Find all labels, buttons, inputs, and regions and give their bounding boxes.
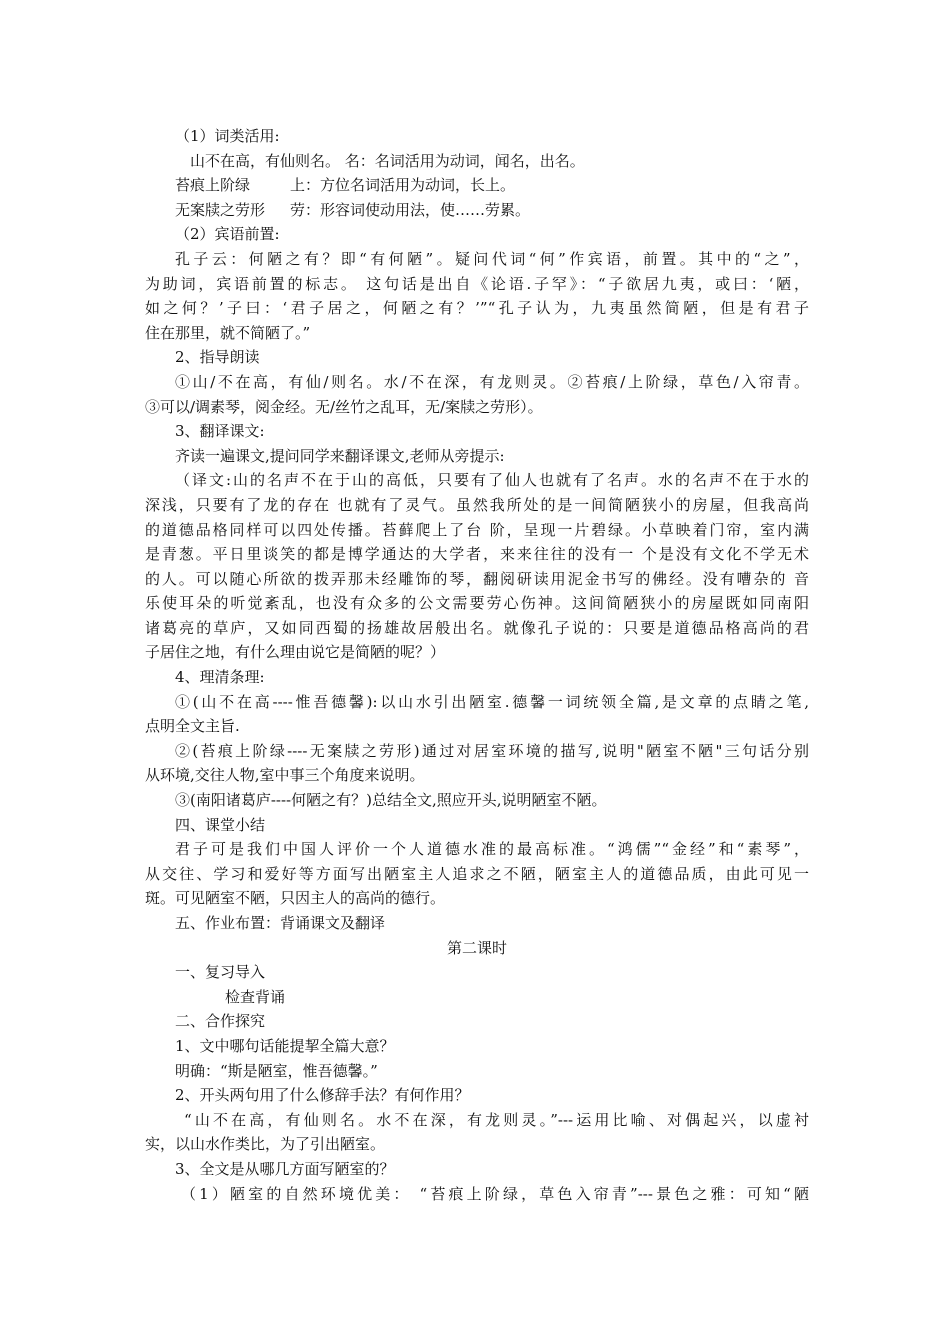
- text-line: [145, 173, 809, 198]
- text-line: ①(山不在高----惟吾德馨):以山水引出陋室.德馨一词统领全篇,是文章的点睛之笔,: [175, 692, 809, 711]
- heading-word-class-usage: （1）词类活用:: [175, 127, 280, 145]
- example-phrase: 苔痕上阶绿: [175, 176, 251, 195]
- text-line: 点明全文主旨.: [145, 717, 240, 736]
- text-line: 山不在高，有仙则名。 名：名词活用为动词，闻名，出名。: [190, 151, 585, 170]
- text-line: 君子可是我们中国人评价一个人道德水准的最高标准。“鸿儒”“金经”和“素琴”，: [175, 840, 809, 859]
- heading-object-preposing: （2）宾语前置:: [175, 225, 280, 244]
- text-line: 是青葱。平日里谈笑的都是博学通达的大学者，来来往往的没有一 个是没有文化不学无术: [145, 545, 809, 564]
- text-line: ③(南阳诸葛庐----何陋之有？)总结全文,照应开头,说明陋室不陋。: [175, 791, 607, 810]
- text-line: 实，以山水作类比，为了引出陋室。: [145, 1135, 386, 1154]
- section-title-second-lesson: 第二课时: [446, 938, 507, 957]
- answer-line: 明确：“斯是陋室，惟吾德馨。”: [175, 1061, 378, 1080]
- text-line: 如之何？’子曰：‘君子居之，何陋之有？’”“孔子认为，九夷虽然简陋，但是有君子: [145, 299, 809, 318]
- text-line: 的道德品格同样可以四处传播。苔藓爬上了台 阶，呈现一片碧绿。小草映着门帘，室内满: [145, 520, 809, 539]
- text-line: ①山/不在高，有仙/则名。水/不在深，有龙则灵。②苔痕/上阶绿，草色/入帘青。: [175, 372, 809, 391]
- text-line: 深浅，只要有了龙的存在 也就有了灵气。虽然我所处的是一间简陋狭小的房屋，但我高尚: [145, 495, 809, 514]
- example-note: 上：方位名词活用为动词，长上。: [290, 176, 516, 195]
- text-line: 检查背诵: [225, 987, 286, 1006]
- document-page: [145, 124, 809, 1206]
- question-line: 1、文中哪句话能提挈全篇大意？: [175, 1036, 395, 1055]
- heading-class-summary: 四、课堂小结: [175, 815, 266, 834]
- text-line: 乐使耳朵的听觉紊乱，也没有众多的公文需要劳心伤神。这间简陋狭小的房屋既如同南阳: [145, 594, 809, 613]
- heading-translation: 3、翻译课文:: [175, 422, 265, 441]
- text-line: 斑。可见陋室不陋，只因主人的高尚的德行。: [145, 889, 446, 908]
- text-line: 为助词，宾语前置的标志。 这句话是出自《论语.子罕》：“子欲居九夷，或曰：‘陋，: [145, 274, 809, 293]
- text-line: 从环境,交往人物,室中事三个角度来说明。: [145, 766, 425, 785]
- text-line: 齐读一遍课文,提问同学来翻译课文,老师从旁提示:: [175, 446, 505, 465]
- heading-cooperative-inquiry: 二、合作探究: [175, 1012, 266, 1031]
- heading-homework: 五、作业布置：背诵课文及翻译: [175, 914, 386, 932]
- text-line: 从交往、学习和爱好等方面写出陋室主人追求之不陋，陋室主人的道德品质，由此可见一: [145, 864, 809, 883]
- question-line: 3、全文是从哪几方面写陋室的？: [175, 1159, 395, 1178]
- question-line: 2、开头两句用了什么修辞手法？有何作用？: [175, 1086, 470, 1105]
- text-line: （译文:山的名声不在于山的高低，只要有了仙人也就有了名声。水的名声不在于水的: [175, 471, 809, 490]
- text-line: 的人。可以随心所欲的拨弄那未经雕饰的琴，翻阅研读用泥金书写的佛经。没有嘈杂的 音: [145, 569, 809, 588]
- text-line: （1）陋室的自然环境优美： “苔痕上阶绿，草色入帘青”---景色之雅：可知“陋: [181, 1184, 809, 1203]
- text-line: 住在那里，就不简陋了。”: [145, 323, 311, 342]
- text-line: [145, 198, 809, 223]
- text-line: 诸葛亮的草庐，又如同西蜀的扬雄故居般出名。就像孔子说的：只要是道德品格高尚的君: [145, 618, 809, 637]
- text-line: 孔子云：何陋之有？即“有何陋”。疑问代词“何”作宾语，前置。其中的“之”，: [175, 249, 809, 268]
- heading-structure: 4、理清条理:: [175, 668, 265, 687]
- heading-reading-guide: 2、指导朗读: [175, 348, 260, 367]
- answer-line: “山不在高，有仙则名。水不在深，有龙则灵。”---运用比喻、对偶起兴，以虚衬: [184, 1110, 809, 1129]
- text-line: ③可以/调素琴，阅金经。无/丝竹之乱耳，无/案牍之劳形）。: [145, 397, 543, 416]
- text-line: 子居住之地，有什么理由说它是简陋的呢？）: [145, 643, 446, 662]
- text-line: ②(苔痕上阶绿----无案牍之劳形)通过对居室环境的描写,说明"陋室不陋"三句话分别: [175, 741, 809, 760]
- example-note: 劳：形容词使动用法，使……劳累。: [290, 200, 531, 219]
- heading-review: 一、复习导入: [175, 963, 266, 982]
- example-phrase: 无案牍之劳形: [175, 200, 266, 219]
